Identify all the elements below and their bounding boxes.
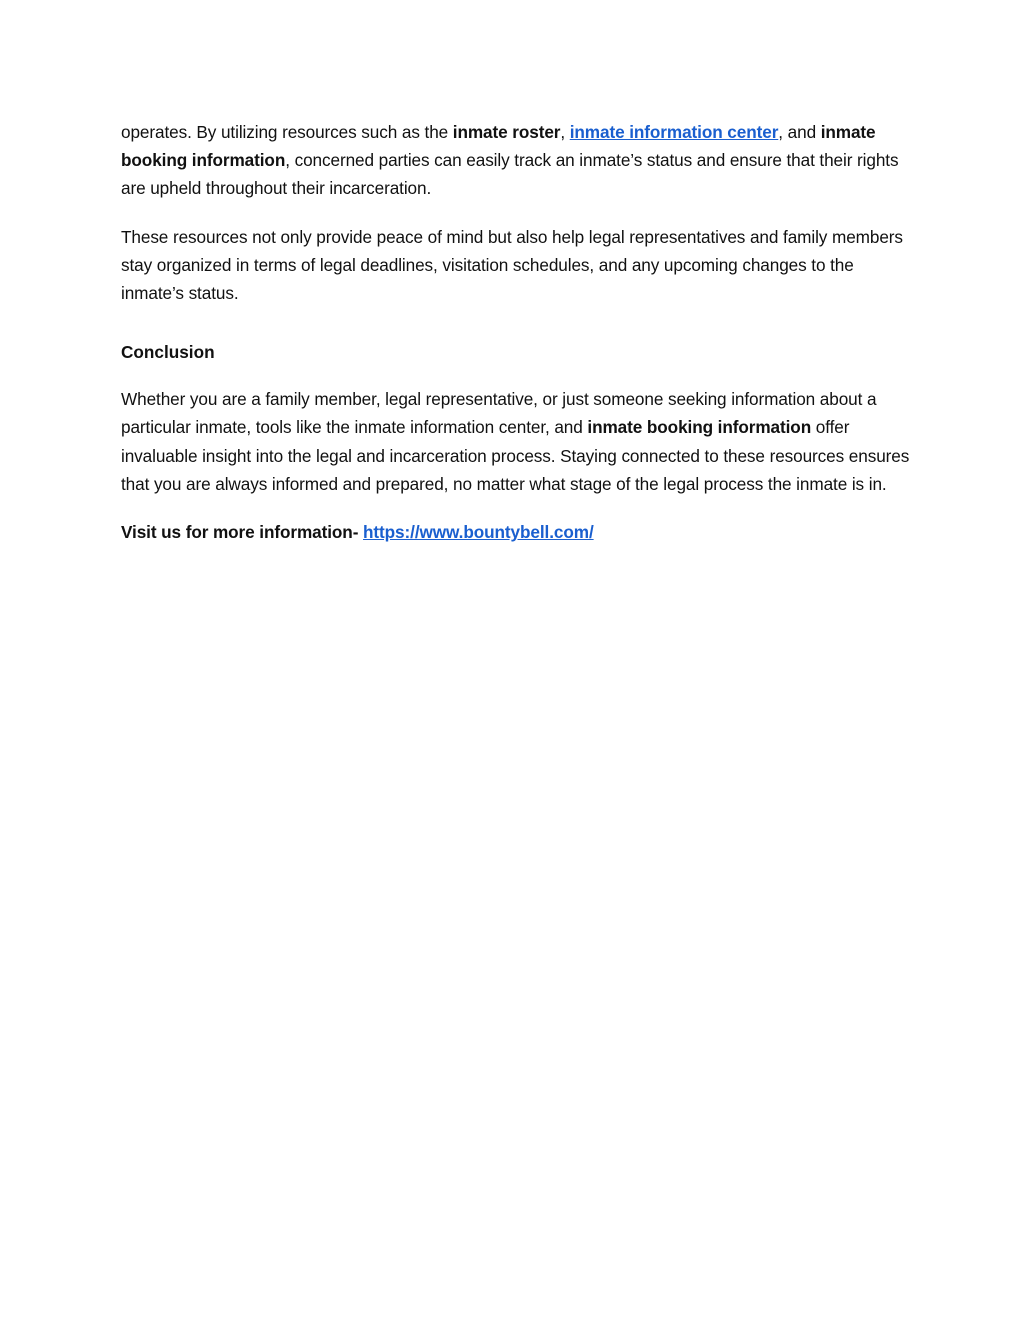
paragraph-conclusion: [121, 385, 911, 498]
visit-us-line: [121, 518, 911, 546]
paragraph-text: operates. By utilizing resources such as the: [121, 122, 453, 142]
paragraph-text: offer invaluable insight into the legal and incarceration process. Staying connected to these resources ensures that you are always informed and prepared, no matter what stage of the legal process the inmate is in.: [121, 417, 910, 494]
conclusion-heading: Conclusion: [121, 342, 215, 363]
paragraph-text: Whether you are a family member, legal representative, or just someone seeking information about a particular inmate, tools like the inmate information center, and: [121, 389, 877, 438]
paragraph-resources: [121, 118, 911, 203]
paragraph-text: These resources not only provide peace of mind but also help legal representatives and family members stay organized in terms of legal deadlines, visitation schedules, and any upcoming changes to the inmate’s status.: [121, 226, 903, 304]
visit-us-label: Visit us for more information-: [121, 522, 364, 543]
bold-term-inmate-roster: inmate roster: [452, 122, 561, 142]
paragraph-text: , concerned parties can easily track an inmate’s status and ensure that their rights are upheld throughout their incarceration.: [121, 150, 899, 199]
paragraph-peace-of-mind: [121, 223, 911, 308]
bold-term-inmate-booking-information: inmate booking information: [587, 417, 812, 438]
paragraph-text: ,: [560, 122, 570, 142]
paragraph-text: , and: [778, 122, 821, 142]
bold-term-inmate-booking-information: inmate booking information: [121, 122, 876, 171]
inmate-information-center-link[interactable]: inmate information center: [569, 122, 779, 142]
bountybell-website-link[interactable]: https://www.bountybell.com/: [363, 522, 594, 543]
document-page: [121, 118, 911, 566]
